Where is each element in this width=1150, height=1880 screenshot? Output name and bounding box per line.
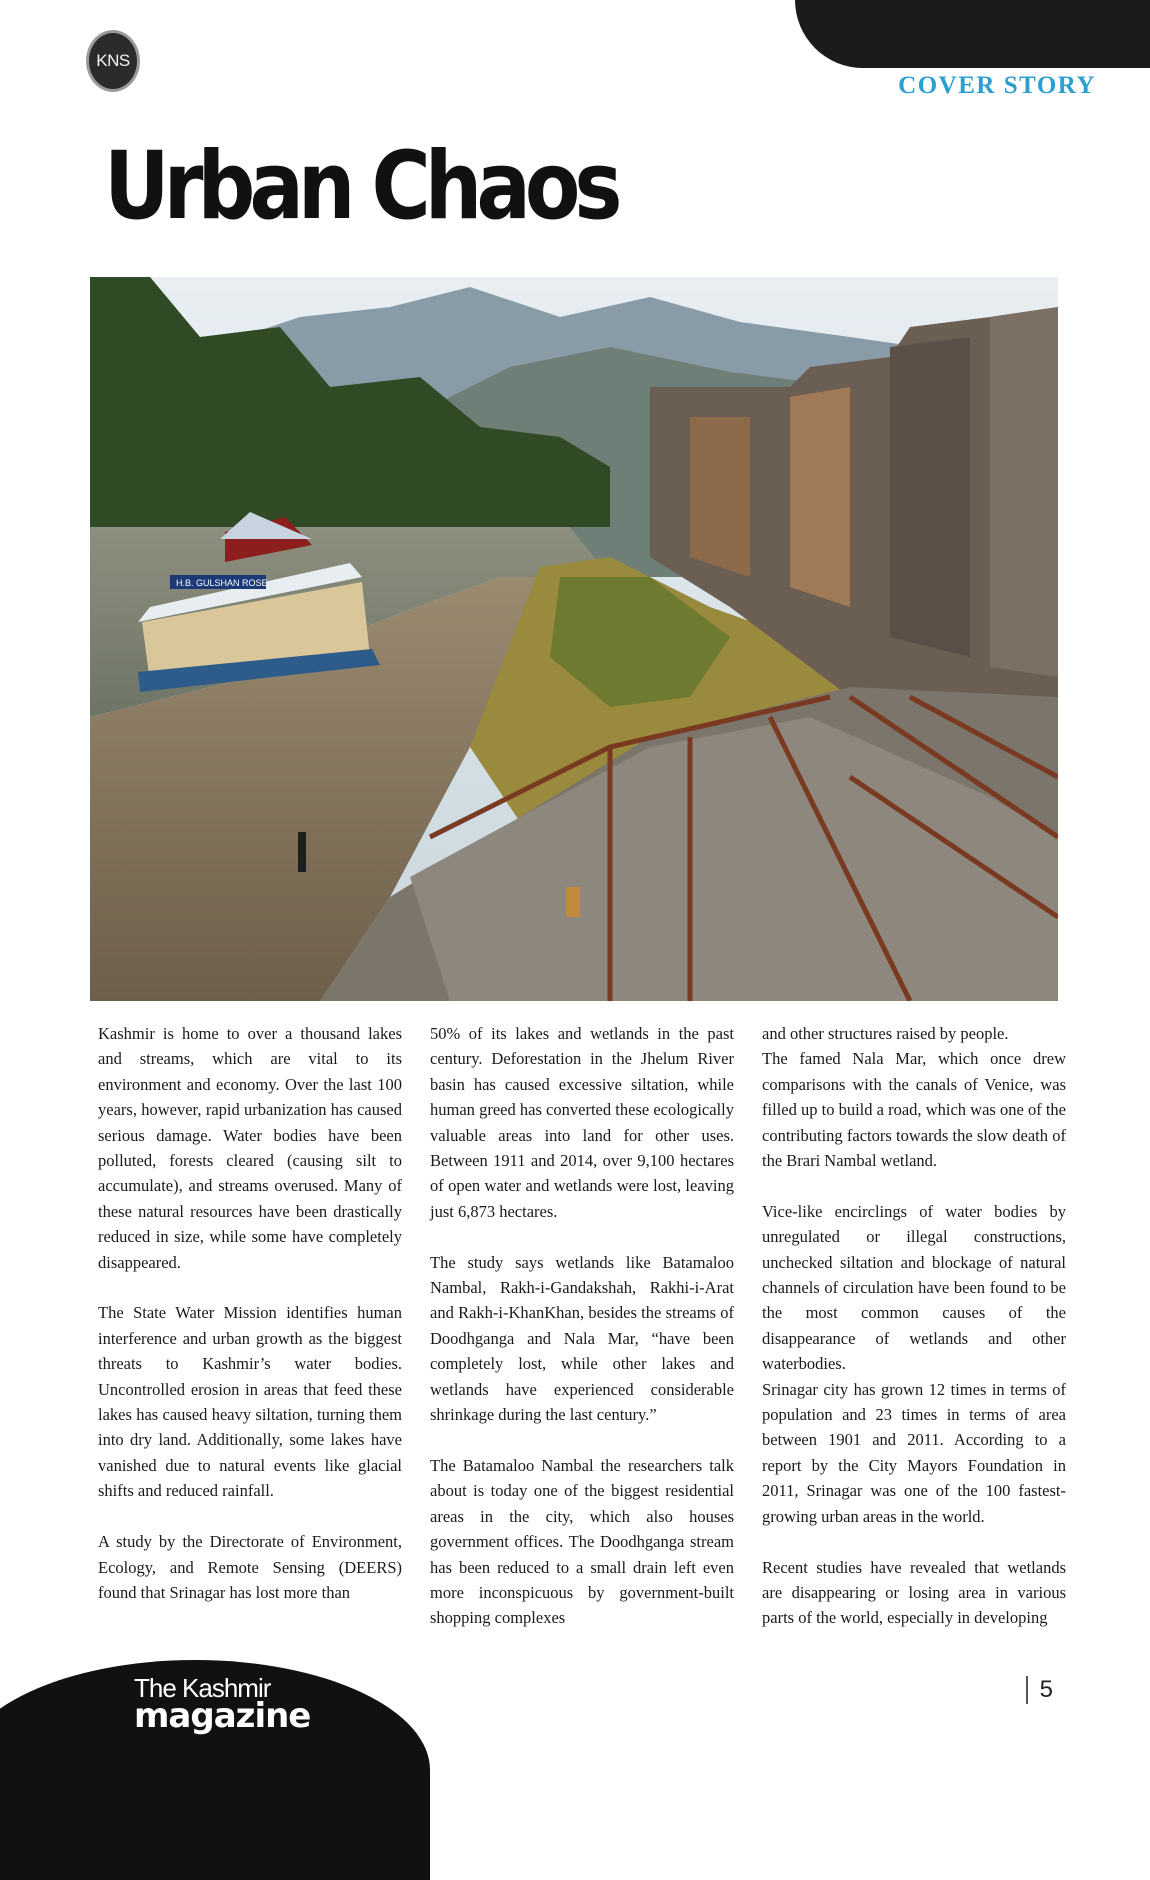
magazine-logo-line1: The Kashmir <box>134 1673 271 1703</box>
paragraph: 50% of its lakes and wetlands in the past century. Deforestation in the Jhelum River basin has caused excessive siltation, while human greed has converted these ecologically valuable areas into land for other uses. Between 1911 and 2014, over 9,100 hectares of open water and wetlands were lost, leaving just 6,873 hectares. <box>430 1024 734 1221</box>
paragraph: The State Water Mission identifies human interference and urban growth as the biggest threats to Kashmir’s water bodies. Uncontrolled erosion in areas that feed these lakes has caused heavy siltation, turning them into dry land. Additionally, some lakes have vanished due to natural events like glacial shifts and reduced rainfall. <box>98 1303 402 1501</box>
kns-logo: KNS <box>86 30 140 92</box>
paragraph: Recent studies have revealed that wetlands are disappearing or losing area in various parts of the world, especially in developing <box>762 1557 1066 1628</box>
cover-photo <box>90 277 1058 1001</box>
person-figure <box>298 832 306 872</box>
paragraph: The famed Nala Mar, which once drew comparisons with the canals of Venice, was filled up to build a road, which was one of the contributing factors towards the slow death of the Brari Nambal wetland. <box>762 1049 1066 1171</box>
page-number: 5 <box>1026 1676 1053 1704</box>
paragraph: Vice-like encirclings of water bodies by unregulated or illegal constructions, unchecked siltation and blockage of natural channels of circulation have been found to be the most common causes of the disappearance of wetlands and other waterbodies. <box>762 1201 1066 1374</box>
article-column-2 <box>430 1021 734 1656</box>
article-column-1 <box>98 1021 402 1631</box>
paragraph: Kashmir is home to over a thousand lakes and streams, which are vital to its environment and economy. Over the last 100 years, however, rapid urbanization has caused serious damage. Water bodies have been polluted, forests cleared (causing silt to accumulate), and streams overused. Many of these natural resources have been drastically reduced in size, while some have completely disappeared. <box>98 1024 402 1272</box>
magazine-logo <box>134 1673 311 1736</box>
section-label: COVER STORY <box>898 72 1096 99</box>
magazine-logo-line2: magazine <box>134 1696 311 1736</box>
paragraph: and other structures raised by people. <box>762 1024 1009 1043</box>
paragraph: The Batamaloo Nambal the researchers talk about is today one of the biggest residential areas in the city, which also houses government offices. The Doodhganga stream has been reduced to a small drain left even more inconspicuous by government-built shopping complexes <box>430 1455 734 1628</box>
article-title: Urban Chaos <box>104 132 617 241</box>
article-column-3 <box>762 1021 1066 1656</box>
person-figure <box>566 887 580 917</box>
header-corner-tab <box>795 0 1150 68</box>
paragraph: The study says wetlands like Batamaloo Nambal, Rakh-i-Gandakshah, Rakhi-i-Arat and Rakh-i-KhanKhan, besides the streams of Doodhganga and Nala Mar, “have been completely lost, while other lakes and wetlands have experienced considerable shrinkage during the last century.” <box>430 1252 734 1425</box>
paragraph: Srinagar city has grown 12 times in terms of population and 23 times in terms of area between 1901 and 2011. According to a report by the City Mayors Foundation in 2011, Srinagar was one of the 100 fastest-growing urban areas in the world. <box>762 1379 1066 1526</box>
paragraph: A study by the Directorate of Environment, Ecology, and Remote Sensing (DEERS) found that Srinagar has lost more than <box>98 1532 402 1602</box>
houseboat-sign: H.B. GULSHAN ROSE <box>176 578 268 588</box>
